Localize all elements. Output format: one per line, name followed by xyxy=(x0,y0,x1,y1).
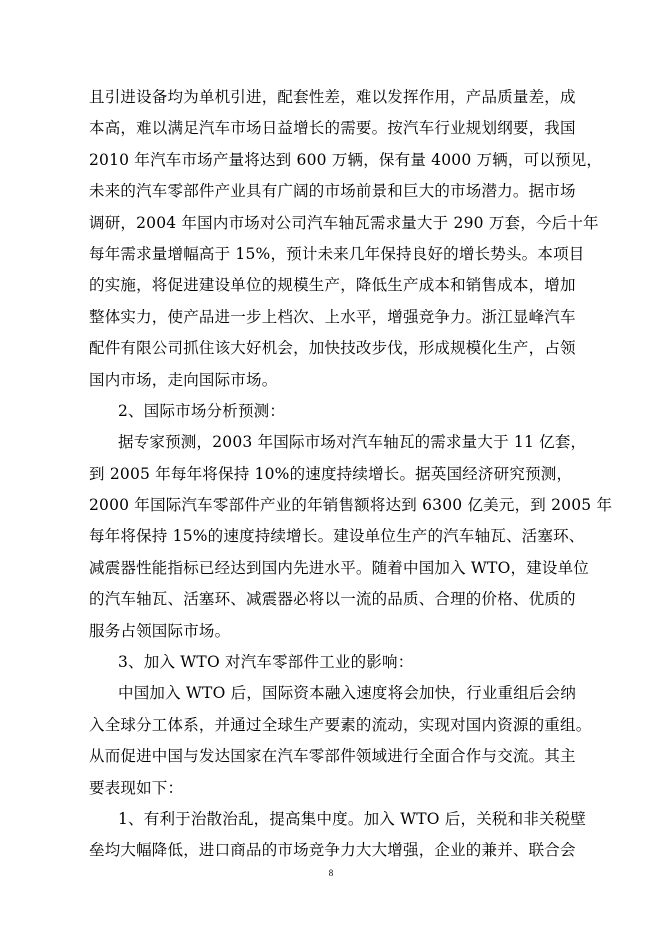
text-line: 且引进设备均为单机引进，配套性差，难以发挥作用，产品质量差，成 xyxy=(89,88,576,106)
text-line: 2010 年汽车市场产量将达到 600 万辆，保有量 4000 万辆，可以预见， xyxy=(89,150,603,169)
text-line: 未来的汽车零部件产业具有广阔的市场前景和巨大的市场潜力。据市场 xyxy=(89,182,576,201)
text-line: 每年需求量增幅高于 15%，预计未来几年保持良好的增长势头。本项目 xyxy=(89,244,585,263)
page-number: 8 xyxy=(328,868,334,878)
text-line: 服务占领国际市场。 xyxy=(89,621,231,640)
text-line: 的汽车轴瓦、活塞环、减震器必将以一流的品质、合理的价格、优质的 xyxy=(89,590,576,609)
section-heading: 2、国际市场分析预测： xyxy=(118,401,286,420)
text-line: 国内市场，走向国际市场。 xyxy=(89,370,278,389)
text-line: 本高，难以满足汽车市场日益增长的需要。按汽车行业规划纲要，我国 xyxy=(89,119,576,138)
text-line: 要表现如下： xyxy=(89,778,184,797)
text-line: 整体实力，使产品进一步上档次、上水平，增强竞争力。浙江显峰汽车 xyxy=(89,307,576,326)
body-text xyxy=(89,82,613,867)
text-line: 从而促进中国与发达国家在汽车零部件领域进行全面合作与交流。其主 xyxy=(89,747,576,766)
text-line: 的实施，将促进建设单位的规模生产，降低生产成本和销售成本，增加 xyxy=(89,276,576,295)
text-line: 据专家预测，2003 年国际市场对汽车轴瓦的需求量大于 11 亿套， xyxy=(118,433,587,452)
section-heading: 3、加入 WTO 对汽车零部件工业的影响： xyxy=(118,653,414,672)
text-line: 配件有限公司抓住该大好机会，加快技改步伐，形成规模化生产，占领 xyxy=(89,339,576,358)
text-line: 每年将保持 15%的速度持续增长。建设单位生产的汽车轴瓦、活塞环、 xyxy=(89,527,585,546)
text-line: 垒均大幅降低，进口商品的市场竞争力大大增强，企业的兼并、联合会 xyxy=(89,841,576,860)
text-line: 调研，2004 年国内市场对公司汽车轴瓦需求量大于 290 万套，今后十年 xyxy=(89,213,599,232)
text-line: 2000 年国际汽车零部件产业的年销售额将达到 6300 亿美元，到 2005 年 xyxy=(89,496,613,515)
text-line: 减震器性能指标已经达到国内先进水平。随着中国加入 WTO，建设单位 xyxy=(89,558,590,577)
text-line: 中国加入 WTO 后，国际资本融入速度将会加快，行业重组后会纳 xyxy=(118,684,577,703)
text-line: 1、有利于治散治乱，提高集中度。加入 WTO 后，关税和非关税壁 xyxy=(118,809,587,828)
text-line: 入全球分工体系，并通过全球生产要素的流动，实现对国内资源的重组。 xyxy=(89,715,592,734)
text-line: 到 2005 年每年将保持 10%的速度持续增长。据英国经济研究预测， xyxy=(89,464,573,483)
